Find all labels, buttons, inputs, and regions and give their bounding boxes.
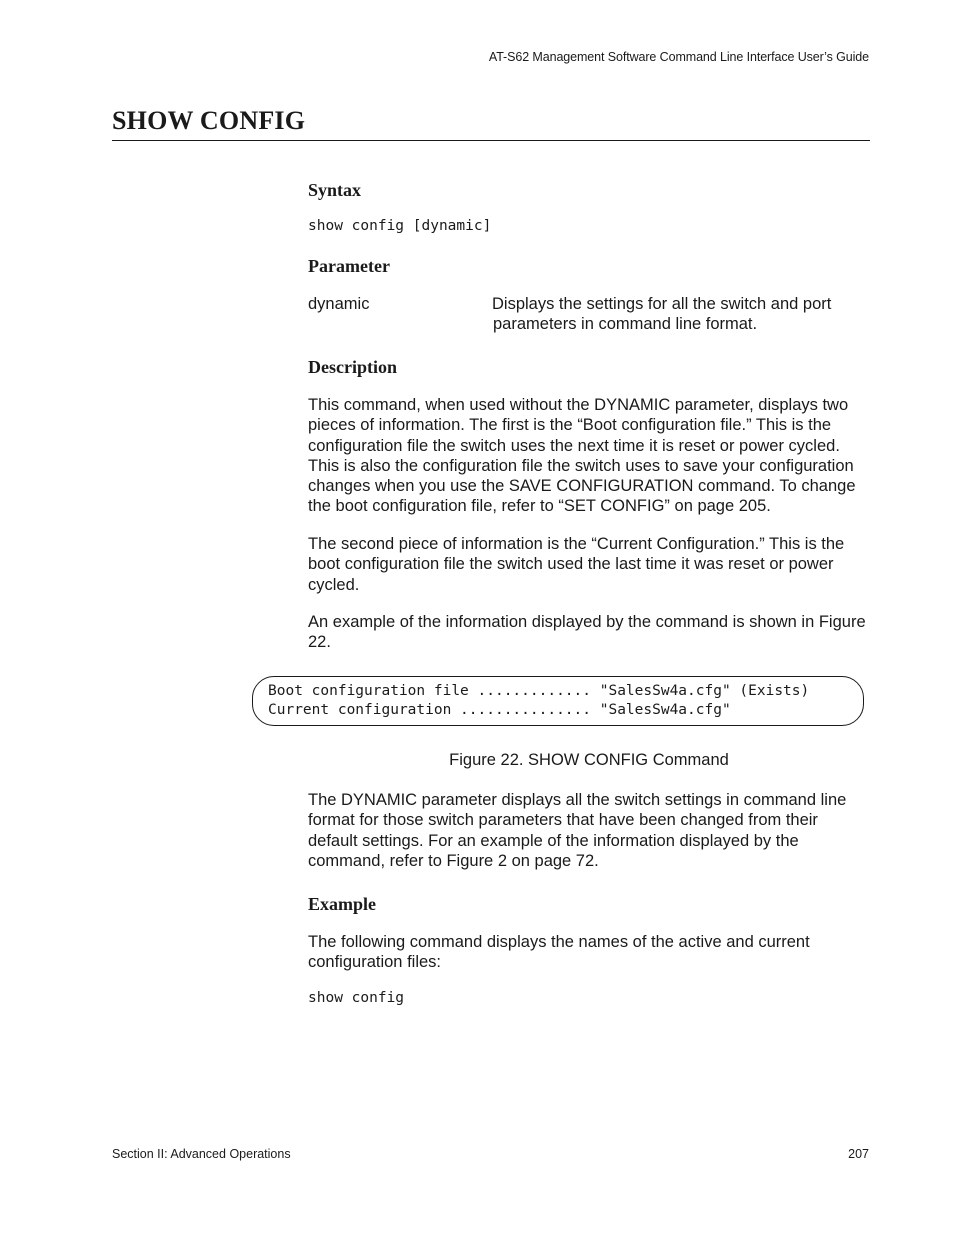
description-paragraph-3: An example of the information displayed by the command is shown in Figure 22. [308,613,866,652]
parameter-name: dynamic [308,295,370,313]
figure-output-line-1: Boot configuration file ............. "SalesSw4a.cfg" (Exists) [268,683,810,699]
parameter-description-line2: parameters in command line format. [493,315,758,334]
figure-console-output [252,676,864,726]
figure-output-line-2: Current configuration ............... "SalesSw4a.cfg" [268,702,731,718]
description-paragraph-1: This command, when used without the DYNAMIC parameter, displays two pieces of information. The first is the “Boot configuration file.” This is the configuration file the switch uses the next time it is reset or power cycled. This is also the configuration file the switch uses to save your configuration changes when you use the SAVE CONFIGURATION command. To change the boot configuration file, refer to “SET CONFIG” on page 205. [308,396,856,516]
figure-caption: Figure 22. SHOW CONFIG Command [449,751,729,769]
parameter-description [492,294,870,335]
description-paragraph-2: The second piece of information is the “Current Configuration.” This is the boot configuration file the switch used the last time it was reset or power cycled. [308,535,845,594]
description-heading: Description [308,357,397,377]
example-heading: Example [308,894,377,914]
description-paragraph-4: The DYNAMIC parameter displays all the switch settings in command line format for those switch parameters that have been changed from their default settings. For an example of the information displayed by the command, refer to Figure 2 on page 72. [308,791,847,870]
example-command: show config [308,990,405,1006]
page-title: SHOW CONFIG [112,106,306,135]
footer-page-number: 207 [848,1147,869,1161]
running-header: AT-S62 Management Software Command Line Interface User’s Guide [488,50,869,64]
syntax-heading: Syntax [308,180,362,200]
syntax-command: show config [dynamic] [308,218,492,234]
title-rule [112,140,870,141]
footer-section-label: Section II: Advanced Operations [112,1147,291,1161]
parameter-description-line1: Displays the settings for all the switch and port [492,295,832,313]
example-paragraph: The following command displays the names of the active and current configuration files: [308,933,810,972]
parameter-heading: Parameter [308,256,390,276]
